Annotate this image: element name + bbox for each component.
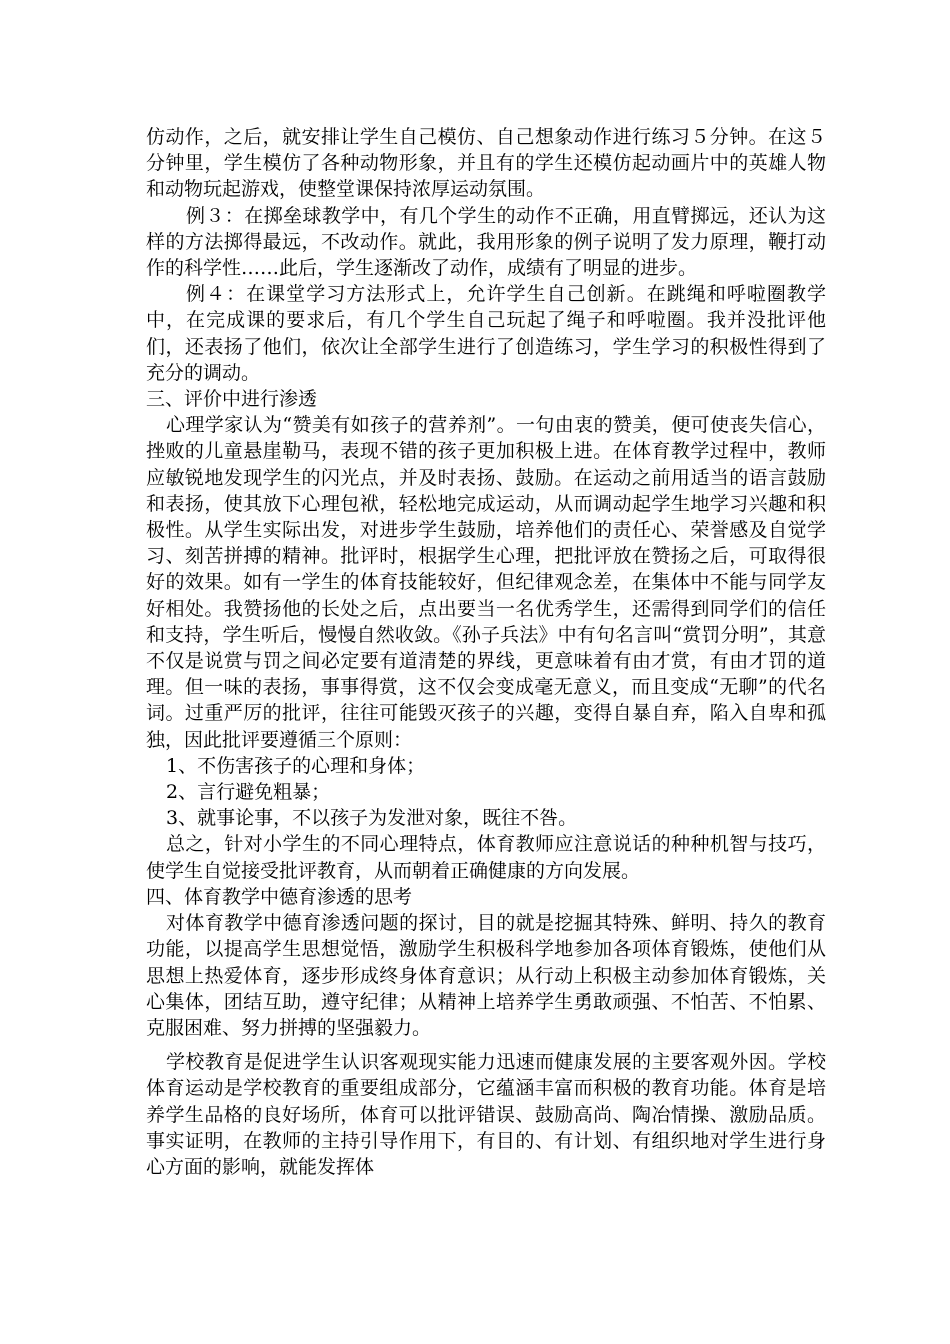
paragraph-example-4: 例４：在课堂学习方法形式上，允许学生自己创新。在跳绳和呼啦圈教学中，在完成课的要求后，有几个学生自己玩起了绳子和呼啦圈。我并没批评他们，还表扬了他们，依次让全部学生进行了创造练习，学生学习的积极性得到了充分的调动。 [146,283,826,384]
section-heading-evaluation: 三、评价中进行渗透 [146,388,318,411]
paragraph-school-education: 学校教育是促进学生认识客观现实能力迅速而健康发展的主要客观外因。学校体育运动是学校教育的重要组成部分，它蕴涵丰富而积极的教育功能。体育是培养学生品格的良好场所，体育可以批评错误、鼓励高尚、陶冶情操、激励品质。事实证明，在教师的主持引导作用下，有目的、有计划、有组织地对学生进行身心方面的影响，就能发挥体 [146,1051,826,1178]
list-item-principle-3: 3、就事论事，不以孩子为发泄对象，既往不咎。 [166,807,578,830]
list-item-principle-1: 1、不伤害孩子的心理和身体； [166,754,426,777]
paragraph-praise-and-criticism: 心理学家认为“赞美有如孩子的营养剂”。一句由衷的赞美，便可使丧失信心，挫败的儿童悬崖勒马，表现不错的孩子更加积极上进。在体育教学过程中，教师应敏锐地发现学生的闪光点，并及时表扬、鼓励。在运动之前用适当的语言鼓励和表扬，使其放下心理包袱，轻松地完成运动，从而调动起学生地学习兴趣和积极性。从学生实际出发，对进步学生鼓励，培养他们的责任心、荣誉感及自觉学习、刻苦拼搏的精神。批评时，根据学生心理，把批评放在赞扬之后，可取得很好的效果。如有一学生的体育技能较好，但纪律观念差，在集体中不能与同学友好相处。我赞扬他的长处之后，点出要当一名优秀学生，还需得到同学们的信任和支持，学生听后，慢慢自然收敛。《孙子兵法》中有句名言叫“赏罚分明”，其意不仅是说赏与罚之间必定要有道清楚的界线，更意味着有由才赏，有由才罚的道理。但一味的表扬，事事得赏，这不仅会变成毫无意义，而且变成“无聊”的代名词。过重严厉的批评，往往可能毁灭孩子的兴趣，变得自暴自弃，陷入自卑和孤独，因此批评要遵循三个原则： [146,414,826,751]
section-heading-moral-education: 四、体育教学中德育渗透的思考 [146,885,413,908]
paragraph-example-3: 例３：在掷垒球教学中，有几个学生的动作不正确，用直臂掷远，还认为这样的方法掷得最远，不改动作。就此，我用形象的例子说明了发力原理，鞭打动作的科学性……此后，学生逐渐改了动作，成绩有了明显的进步。 [146,204,826,280]
paragraph-continued-imitation: 仿动作，之后，就安排让学生自己模仿、自己想象动作进行练习５分钟。在这５分钟里，学生模仿了各种动物形象，并且有的学生还模仿起动画片中的英雄人物和动物玩起游戏，使整堂课保持浓厚运动氛围。 [146,126,826,201]
paragraph-moral-education-goals: 对体育教学中德育渗透问题的探讨，目的就是挖掘其特殊、鲜明、持久的教育功能，以提高学生思想觉悟，激励学生积极科学地参加各项体育锻炼，使他们从思想上热爱体育，逐步形成终身体育意识；从行动上积极主动参加体育锻炼，关心集体，团结互助，遵守纪律；从精神上培养学生勇敢顽强、不怕苦、不怕累、克服困难、努力拼搏的坚强毅力。 [146,912,826,1039]
paragraph-summary: 总之，针对小学生的不同心理特点，体育教师应注意说话的种种机智与技巧，使学生自觉接受批评教育，从而朝着正确健康的方向发展。 [146,833,826,882]
list-item-principle-2: 2、言行避免粗暴； [166,781,331,804]
paragraph-spacer [146,1041,826,1049]
document-body [146,124,826,1180]
